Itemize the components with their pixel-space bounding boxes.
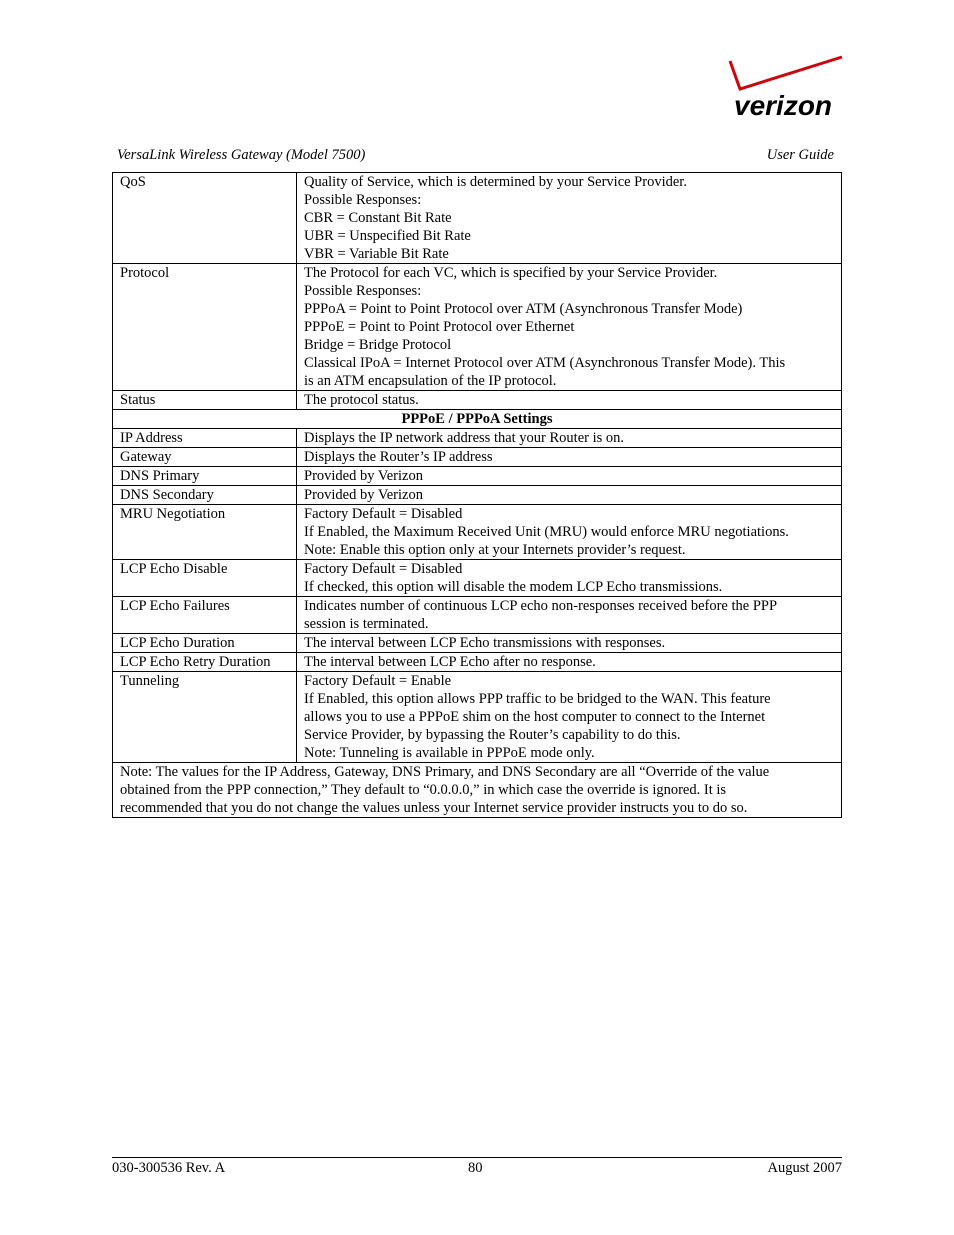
setting-name: LCP Echo Disable <box>113 560 297 597</box>
setting-name: IP Address <box>113 429 297 448</box>
description-line: If checked, this option will disable the modem LCP Echo transmissions. <box>304 579 723 595</box>
verizon-logo-text: verizon <box>734 90 833 121</box>
setting-name: QoS <box>113 173 297 264</box>
setting-name: Gateway <box>113 448 297 467</box>
description-line: Note: Tunneling is available in PPPoE mode only. <box>304 745 595 761</box>
description-line: The Protocol for each VC, which is specified by your Service Provider. <box>304 265 718 281</box>
setting-description <box>297 467 842 486</box>
setting-description <box>297 486 842 505</box>
description-line: PPPoE = Point to Point Protocol over Ethernet <box>304 319 575 335</box>
description-line: The protocol status. <box>304 392 419 408</box>
setting-name: DNS Primary <box>113 467 297 486</box>
doc-number: 030-300536 Rev. A <box>112 1160 226 1176</box>
setting-name: DNS Secondary <box>113 486 297 505</box>
note-row <box>113 763 842 818</box>
settings-table <box>112 172 842 818</box>
description-line: session is terminated. <box>304 616 429 632</box>
description-line: The interval between LCP Echo transmissions with responses. <box>304 635 666 651</box>
table-row <box>113 505 842 560</box>
setting-description <box>297 560 842 597</box>
table-row <box>113 653 842 672</box>
description-line: PPPoA = Point to Point Protocol over ATM (Asynchronous Transfer Mode) <box>304 301 743 317</box>
description-line: Indicates number of continuous LCP echo non-responses received before the PPP <box>304 598 778 614</box>
setting-name: MRU Negotiation <box>113 505 297 560</box>
table-row <box>113 173 842 264</box>
table-row <box>113 486 842 505</box>
description-line: The interval between LCP Echo after no response. <box>304 654 596 670</box>
description-line: Note: Enable this option only at your Internets provider’s request. <box>304 542 686 558</box>
setting-description <box>297 448 842 467</box>
page-number: 80 <box>468 1160 483 1176</box>
description-line: Possible Responses: <box>304 192 422 208</box>
description-line: VBR = Variable Bit Rate <box>304 246 449 262</box>
section-title: PPPoE / PPPoA Settings <box>113 410 842 429</box>
setting-description <box>297 264 842 391</box>
setting-name: Tunneling <box>113 672 297 763</box>
description-line: CBR = Constant Bit Rate <box>304 210 452 226</box>
table-row <box>113 264 842 391</box>
description-line: is an ATM encapsulation of the IP protocol. <box>304 373 557 389</box>
description-line: Quality of Service, which is determined by your Service Provider. <box>304 174 687 190</box>
table-row <box>113 560 842 597</box>
description-line: UBR = Unspecified Bit Rate <box>304 228 471 244</box>
setting-description <box>297 653 842 672</box>
table-row <box>113 391 842 410</box>
description-line: Service Provider, by bypassing the Router’s capability to do this. <box>304 727 681 743</box>
verizon-logo <box>726 55 846 125</box>
table-row <box>113 634 842 653</box>
description-line: Displays the IP network address that your Router is on. <box>304 430 625 446</box>
description-line: Displays the Router’s IP address <box>304 449 493 465</box>
description-line: Provided by Verizon <box>304 468 423 484</box>
setting-name: Protocol <box>113 264 297 391</box>
setting-description <box>297 505 842 560</box>
description-line: Classical IPoA = Internet Protocol over ATM (Asynchronous Transfer Mode). This <box>304 355 786 371</box>
description-line: Provided by Verizon <box>304 487 423 503</box>
setting-description <box>297 634 842 653</box>
table-row <box>113 448 842 467</box>
setting-name: LCP Echo Failures <box>113 597 297 634</box>
setting-name: Status <box>113 391 297 410</box>
description-line: If Enabled, the Maximum Received Unit (MRU) would enforce MRU negotiations. <box>304 524 789 540</box>
table-row <box>113 467 842 486</box>
setting-description <box>297 391 842 410</box>
description-line: Factory Default = Enable <box>304 673 452 689</box>
note-text <box>113 763 842 818</box>
setting-description <box>297 429 842 448</box>
description-line: If Enabled, this option allows PPP traffic to be bridged to the WAN. This feature <box>304 691 771 707</box>
doc-type: User Guide <box>766 147 834 163</box>
footer-divider <box>112 1157 842 1158</box>
description-line: Possible Responses: <box>304 283 422 299</box>
table-row <box>113 597 842 634</box>
description-line: Factory Default = Disabled <box>304 561 463 577</box>
table-row <box>113 429 842 448</box>
section-header-row <box>113 410 842 429</box>
note-line: recommended that you do not change the values unless your Internet service provider instructs you to do so. <box>120 800 748 816</box>
doc-date: August 2007 <box>767 1160 842 1176</box>
description-line: Bridge = Bridge Protocol <box>304 337 452 353</box>
doc-title: VersaLink Wireless Gateway (Model 7500) <box>117 147 366 163</box>
note-line: obtained from the PPP connection,” They default to “0.0.0.0,” in which case the override is ignored. It is <box>120 782 727 798</box>
note-line: Note: The values for the IP Address, Gateway, DNS Primary, and DNS Secondary are all “Override of the value <box>120 764 770 780</box>
setting-description <box>297 672 842 763</box>
table-row <box>113 672 842 763</box>
setting-description <box>297 173 842 264</box>
setting-name: LCP Echo Retry Duration <box>113 653 297 672</box>
description-line: allows you to use a PPPoE shim on the host computer to connect to the Internet <box>304 709 766 725</box>
description-line: Factory Default = Disabled <box>304 506 463 522</box>
setting-description <box>297 597 842 634</box>
setting-name: LCP Echo Duration <box>113 634 297 653</box>
